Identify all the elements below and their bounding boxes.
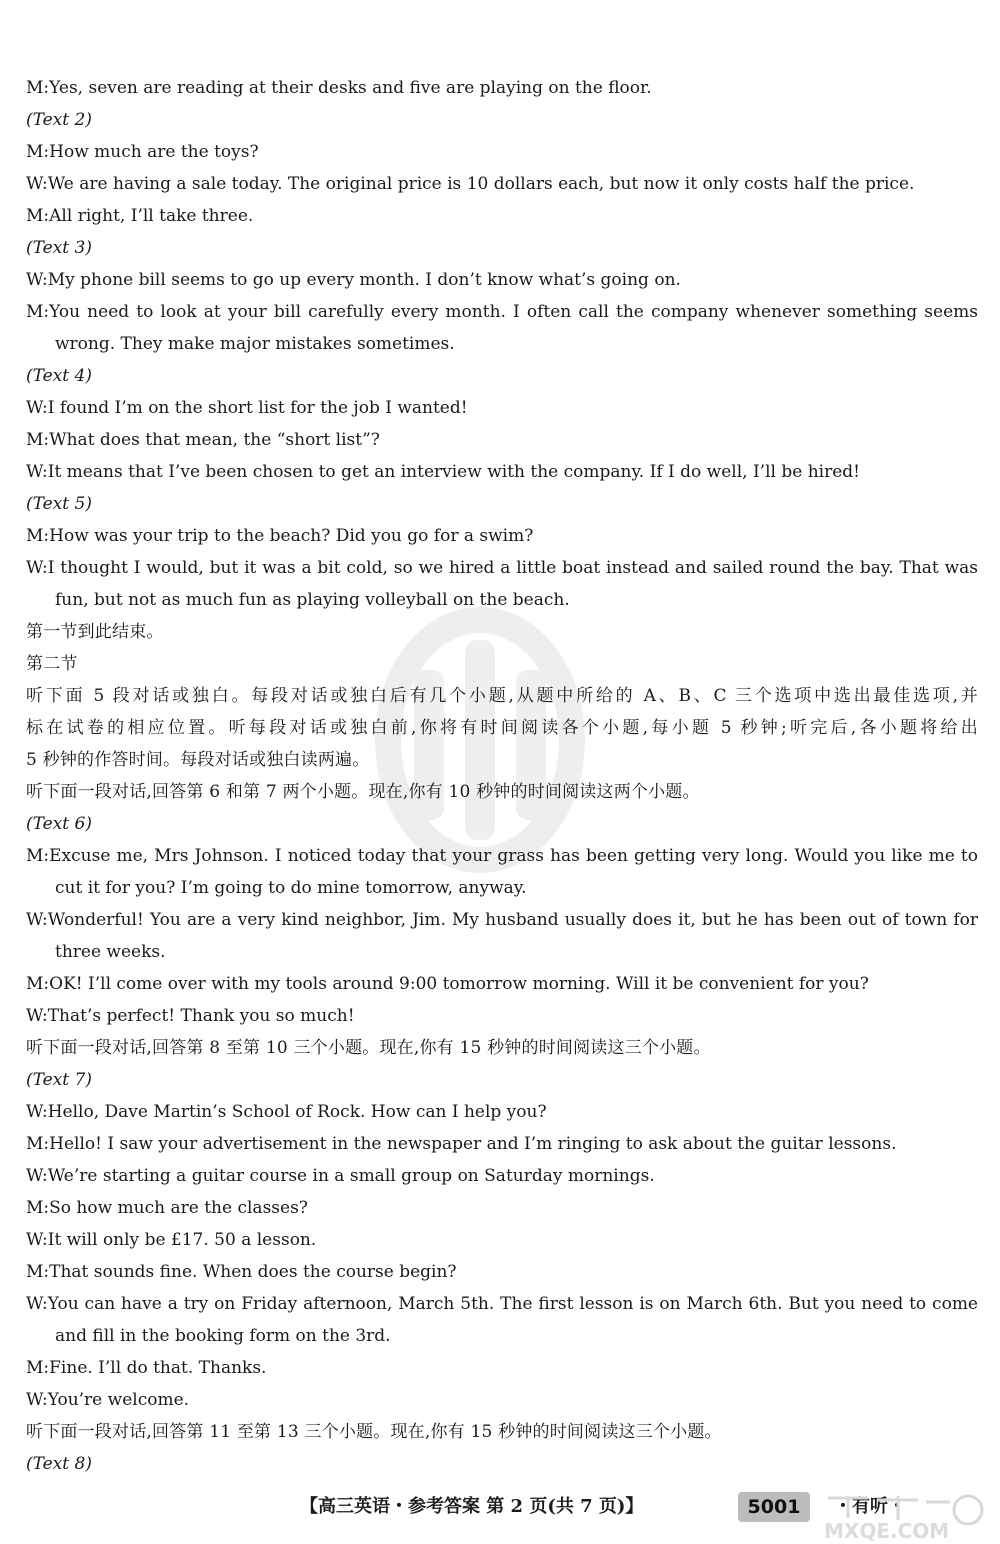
- answer-site-watermark-icon: [818, 1490, 988, 1544]
- dialogue-line: three weeks.: [55, 942, 166, 962]
- instruction-line: 5 秒钟的作答时间。每段对话或独白读两遍。: [26, 750, 370, 770]
- exam-code-badge: 5001: [738, 1492, 810, 1522]
- text-section-label: (Text 8): [26, 1454, 92, 1474]
- dialogue-line: M:So how much are the classes?: [26, 1198, 308, 1218]
- dialogue-line: M:Yes, seven are reading at their desks and five are playing on the floor.: [26, 78, 652, 98]
- dialogue-line: and fill in the booking form on the 3rd.: [55, 1326, 391, 1346]
- instruction-line: 听下面一段对话,回答第 6 和第 7 两个小题。现在,你有 10 秒钟的时间阅读这两个小题。: [26, 782, 700, 802]
- dialogue-line: W:I found I’m on the short list for the job I wanted!: [26, 398, 468, 418]
- text-section-label: (Text 6): [26, 814, 92, 834]
- dialogue-line: M:Hello! I saw your advertisement in the newspaper and I’m ringing to ask about the guitar lessons.: [26, 1134, 897, 1154]
- instruction-line: 第二节: [26, 654, 78, 674]
- dialogue-line: W:It means that I’ve been chosen to get an interview with the company. If I do well, I’ll be hired!: [26, 462, 860, 482]
- dialogue-line: W:That’s perfect! Thank you so much!: [26, 1006, 355, 1026]
- instruction-line: 听下面一段对话,回答第 11 至第 13 三个小题。现在,你有 15 秒钟的时间阅读这三个小题。: [26, 1422, 722, 1442]
- dialogue-line: W:Wonderful! You are a very kind neighbor, Jim. My husband usually does it, but he has been out of town for: [26, 910, 978, 930]
- dialogue-line: M:How was your trip to the beach? Did you go for a swim?: [26, 526, 534, 546]
- footer-brand: ・有听・: [834, 1496, 906, 1517]
- instruction-line: 第一节到此结束。: [26, 622, 164, 642]
- dialogue-line: fun, but not as much fun as playing volleyball on the beach.: [55, 590, 570, 610]
- dialogue-line: M:You need to look at your bill carefully every month. I often call the company whenever something seems: [26, 302, 978, 322]
- dialogue-line: W:We are having a sale today. The original price is 10 dollars each, but now it only costs half the price.: [26, 174, 915, 194]
- dialogue-line: W:My phone bill seems to go up every month. I don’t know what’s going on.: [26, 270, 681, 290]
- dialogue-line: wrong. They make major mistakes sometimes.: [55, 334, 455, 354]
- dialogue-line: W:I thought I would, but it was a bit cold, so we hired a little boat instead and sailed round the bay. That was: [26, 558, 978, 578]
- text-section-label: (Text 2): [26, 110, 92, 130]
- text-section-label: (Text 5): [26, 494, 92, 514]
- instruction-line: 听下面 5 段对话或独白。每段对话或独白后有几个小题,从题中所给的 A、B、C 三个选项中选出最佳选项,并: [26, 686, 978, 706]
- dialogue-line: W:It will only be £17. 50 a lesson.: [26, 1230, 317, 1250]
- dialogue-line: M:Fine. I’ll do that. Thanks.: [26, 1358, 267, 1378]
- text-section-label: (Text 7): [26, 1070, 92, 1090]
- dialogue-line: M:What does that mean, the “short list”?: [26, 430, 380, 450]
- dialogue-line: W:You can have a try on Friday afternoon, March 5th. The first lesson is on March 6th. But you need to come: [26, 1294, 978, 1314]
- text-section-label: (Text 4): [26, 366, 92, 386]
- corner-watermark-text: MXQE.COM: [824, 1519, 950, 1543]
- text-section-label: (Text 3): [26, 238, 92, 258]
- instruction-line: 标在试卷的相应位置。听每段对话或独白前,你将有时间阅读各个小题,每小题 5 秒钟;听完后,各小题将给出: [26, 718, 978, 738]
- dialogue-line: cut it for you? I’m going to do mine tomorrow, anyway.: [55, 878, 527, 898]
- dialogue-line: M:All right, I’ll take three.: [26, 206, 254, 226]
- instruction-line: 听下面一段对话,回答第 8 至第 10 三个小题。现在,你有 15 秒钟的时间阅读这三个小题。: [26, 1038, 711, 1058]
- dialogue-line: W:Hello, Dave Martin’s School of Rock. How can I help you?: [26, 1102, 547, 1122]
- dialogue-line: W:We’re starting a guitar course in a small group on Saturday mornings.: [26, 1166, 655, 1186]
- dialogue-line: M:How much are the toys?: [26, 142, 259, 162]
- dialogue-line: M:Excuse me, Mrs Johnson. I noticed today that your grass has been getting very long. Would you like me to: [26, 846, 978, 866]
- dialogue-line: M:That sounds fine. When does the course begin?: [26, 1262, 457, 1282]
- dialogue-line: M:OK! I’ll come over with my tools around 9:00 tomorrow morning. Will it be convenient for you?: [26, 974, 869, 994]
- dialogue-line: W:You’re welcome.: [26, 1390, 190, 1410]
- answer-text-body: [26, 72, 978, 1480]
- footer-title: 【高三英语・参考答案 第 2 页(共 7 页)】: [300, 1496, 644, 1517]
